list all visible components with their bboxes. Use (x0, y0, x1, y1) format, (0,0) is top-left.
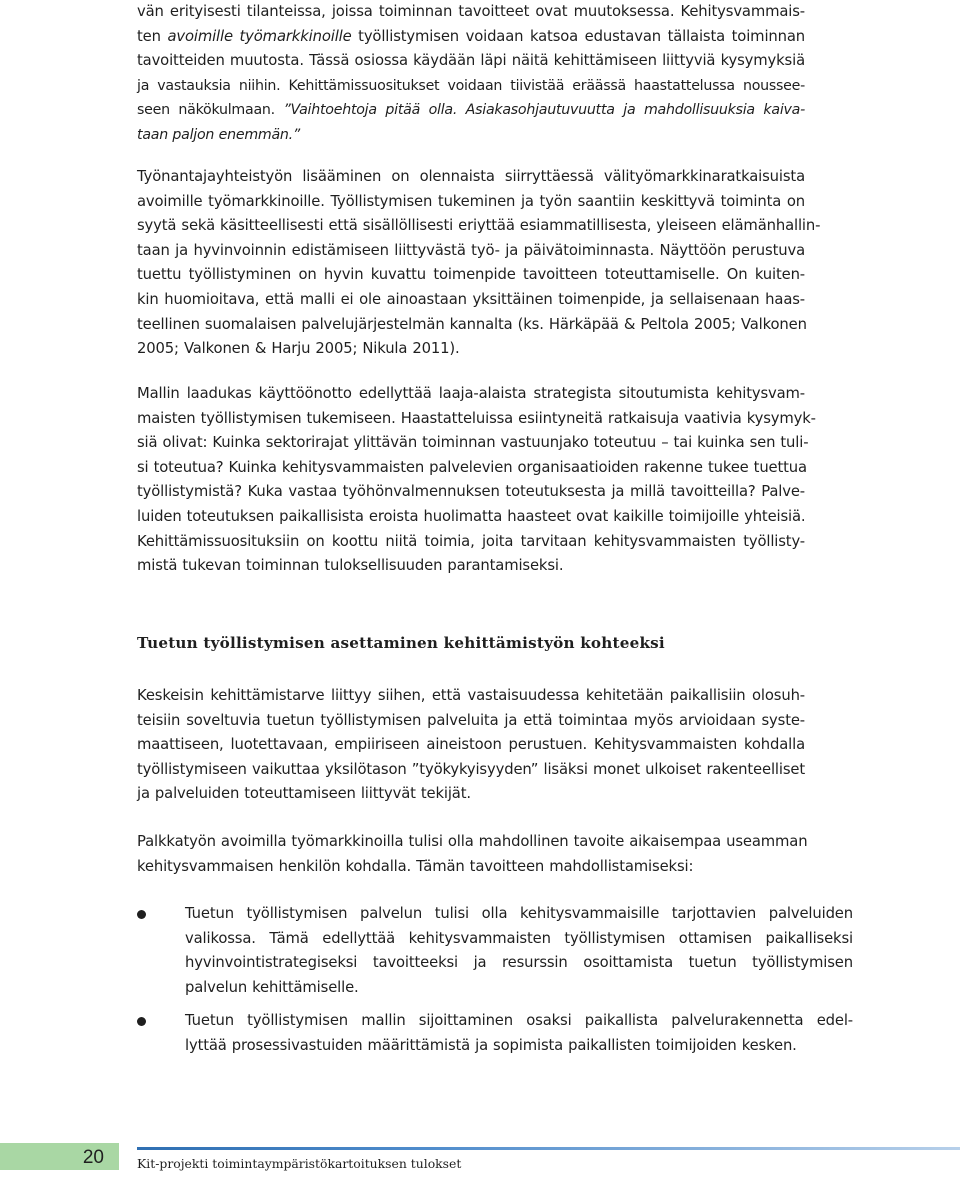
bullet-icon (137, 1017, 146, 1026)
text-line: Tuetun työllistymisen palvelun tulisi olla kehitysvammaisille tarjottavien palveluiden (185, 905, 853, 922)
text-line: si toteutua? Kuinka kehitysvammaisten palvelevien organisaatioiden rakenne tukee tuettua (137, 458, 807, 476)
paragraph-paid-work (137, 830, 808, 879)
list-item (137, 902, 853, 1000)
section-heading: Tuetun työllistymisen asettaminen kehittämistyön kohteeksi (137, 634, 665, 652)
text-line: mistä tukevan toiminnan tuloksellisuuden parantamiseksi. (137, 557, 564, 575)
text-line: kin huomioitava, että malli ei ole ainoastaan yksittäinen toimenpide, ja sellaisenaan haas- (137, 290, 805, 308)
bullet-icon (137, 910, 146, 919)
text-line: taan ja hyvinvoinnin edistämiseen liittyvästä työ- ja päivätoiminnasta. Näyttöön perustuva (137, 241, 805, 259)
text-line: lyttää prosessivastuiden määrittämistä ja sopimista paikallisten toimijoiden kesken. (185, 1036, 797, 1054)
text-line: palvelun kehittämiselle. (185, 978, 359, 996)
paragraph-development-need (137, 684, 805, 807)
text-line: tavoitteiden muutosta. Tässä osiossa käydään läpi näitä kehittämiseen liittyviä kysymyksiä (137, 52, 805, 70)
text-line: kehitysvammaisen henkilön kohdalla. Tämän tavoitteen mahdollistamiseksi: (137, 857, 694, 875)
text-line: siä olivat: Kuinka sektorirajat ylittävän toiminnan vastuunjako toteutuu – tai kuinka sen tuli- (137, 434, 809, 452)
footer-rule (137, 1147, 960, 1150)
paragraph-intro (137, 0, 805, 148)
text-line: teellinen suomalaisen palvelujärjestelmän kannalta (ks. Härkäpää & Peltola 2005; Valkonen (137, 315, 807, 333)
page-number: 20 (82, 1147, 104, 1168)
text-line: vän erityisesti tilanteissa, joissa toiminnan tavoitteet ovat muutoksessa. Kehitysvammais- (137, 3, 805, 20)
italic-term: avoimille työmarkkinoille (167, 27, 352, 45)
text-line: hyvinvointistrategiseksi tavoitteeksi ja resurssin osoittamista tuetun työllistymisen (185, 954, 853, 972)
text-line: luiden toteutuksen paikallisista eroista huolimatta haasteet ovat kaikille toimijoille yhteisiä. (137, 507, 806, 525)
interview-quote: taan paljon enemmän.” (137, 126, 301, 143)
text-line: ja vastauksia niihin. Kehittämissuositukset voidaan tiivistää eräässä haastattelussa noussee- (137, 77, 805, 94)
text-line: työllistymistä? Kuka vastaa työhönvalmennuksen toteutuksesta ja millä tavoitteilla? Palve- (137, 483, 805, 501)
text-line: valikossa. Tämä edellyttää kehitysvammaisten työllistymisen ottamisen paikalliseksi (185, 929, 853, 947)
text-line: seen näkökulmaan. ”Vaihtoehtoja pitää olla. Asiakasohjautuvuutta ja mahdollisuuksia kaiva- (137, 102, 805, 119)
paragraph-model-adoption (137, 382, 816, 579)
text-line: 2005; Valkonen & Harju 2005; Nikula 2011). (137, 340, 460, 358)
text-line: tuettu työllistyminen on hyvin kuvattu toimenpide tavoitteen toteuttamiselle. On kuiten- (137, 266, 805, 284)
text-line: ja palveluiden toteuttamiseen liittyvät tekijät. (137, 785, 471, 803)
text-line: maisten työllistymisen tukemiseen. Haastatteluissa esiintyneitä ratkaisuja vaativia kysymyk- (137, 409, 816, 427)
list-item (137, 1009, 853, 1058)
text-line: teisiin soveltuvia tuetun työllistymisen palveluita ja että toimintaa myös arvioidaan syste- (137, 711, 805, 729)
text-line: ten avoimille työmarkkinoille työllistymisen voidaan katsoa edustavan tällaista toiminnan (137, 27, 806, 45)
text-line: työllistymiseen vaikuttaa yksilötason ”työkykyisyyden” lisäksi monet ulkoiset rakenteelliset (137, 760, 805, 778)
paragraph-employer-cooperation (137, 165, 821, 362)
text-line: syytä sekä käsitteellisesti että sisällöllisesti eriyttää esiammatillisesta, yleiseen elämänhallin- (137, 217, 821, 235)
text-line: Palkkatyön avoimilla työmarkkinoilla tulisi olla mahdollinen tavoite aikaisempaa useamman (137, 833, 808, 850)
text-line: Työnantajayhteistyön lisääminen on olennaista siirryttäessä välityömarkkinaratkaisuista (137, 168, 805, 185)
text-line: maattiseen, luotettavaan, empiiriseen aineistoon perustuen. Kehitysvammaisten kohdalla (137, 736, 805, 754)
text-line: Kehittämissuosituksiin on koottu niitä toimia, joita tarvitaan kehitysvammaisten työllisty- (137, 532, 805, 550)
text-line: Mallin laadukas käyttöönotto edellyttää laaja-alaista strategista sitoutumista kehitysvam- (137, 385, 805, 402)
text-line: Tuetun työllistymisen mallin sijoittaminen osaksi paikallista palvelurakennetta edel- (185, 1012, 853, 1029)
footer-title: Kit-projekti toimintaympäristökartoituksen tulokset (137, 1156, 462, 1171)
interview-quote: ”Vaihtoehtoja pitää olla. Asiakasohjautuvuutta ja mahdollisuuksia kaiva- (283, 102, 805, 119)
text-line: Keskeisin kehittämistarve liittyy siihen, että vastaisuudessa kehitetään paikallisiin olosuh- (137, 687, 805, 704)
text-line: avoimille työmarkkinoille. Työllistymisen tukeminen ja työn saantiin keskittyvä toiminta on (137, 192, 805, 210)
